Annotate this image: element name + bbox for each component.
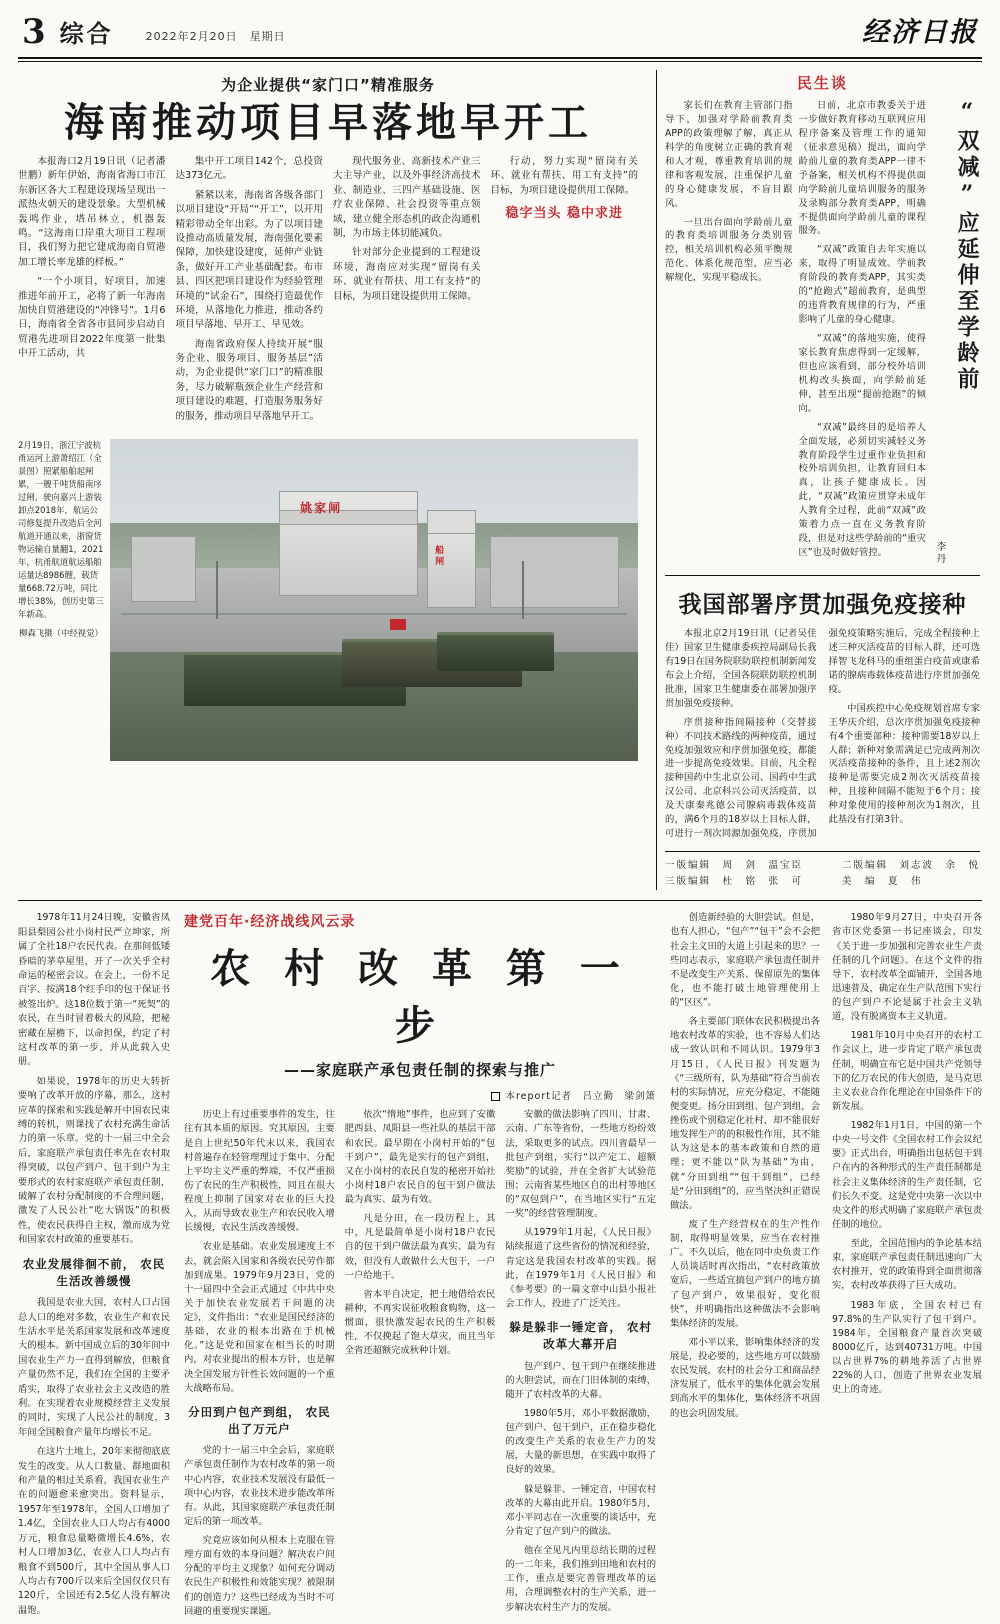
opinion-headline: “双减”应延伸至学龄前 (954, 99, 980, 393)
paragraph: 海南省政府保人持续开展“服务企业、服务项目、服务基层”活动，为企业提供“家门口”的精准服务，尽力破解瓶颈企业生产经营和项目建设的难题，打造服务服务好的服务，推动项目早落地早开工。 (175, 338, 323, 422)
paragraph: 1978年11月24日晚，安徽省凤阳县梨园公社小岗村民严立坤家，所属了全社18户农民代表。在那间低矮昏暗的茅草屋里，开了一次关乎全村命运的秘密会议。在会上，一份不足百字、按满18个红手印的包干保证书被签出炉。这18位数于第一“死契”的农民，在当时冒着极大的风险，把秘密藏在屋檐下，以命担保，约定了村这村改革的第一步，并从此载入史册。 (18, 912, 170, 1068)
masthead (0, 0, 1000, 55)
photo-right-shed (490, 536, 619, 609)
feature-headline: 农 村 改 革 第 一 步 (210, 945, 630, 1050)
photo-sign-right: 船闸 (433, 545, 444, 568)
feature-subsection-title-3: 躲是躲非一锤定音， 农村改革大幕开启 (509, 1320, 652, 1352)
paragraph: 创造新经验的大胆尝试。但是，也有人担心，“包产”“包干”会不会把社会主义田的大道上引起来的思？一些同志表示，家庭联产承包责任制并不是改变生产关系、保留原先的集体化，也不能打破土地管理使用上的“区区”。 (670, 912, 820, 1009)
paragraph: 如果说，1978年的历史大转折要响了改革开放的序幕，那么，这村应革的探索和实践是解开中国农民束缚的转机，则课找了农村充满生命活力的第一乐章。党的十一届三中全会后，家庭联产承包责任率先在农村取得突破，以包产到户、包干到户为主要形式的农村家庭联产承包责任制，破解了农村分配制度的不合理问题，激发了人民公社“吃大锅饭”的积极性，使农民获得自主权，激而成为党和国家农村政策的重要基石。 (18, 1075, 170, 1246)
opinion-article (665, 99, 980, 565)
feature-center-column (178, 911, 662, 1624)
page-number: 3 (22, 12, 46, 52)
feature-right-column (662, 911, 982, 1624)
photo-caption (18, 439, 110, 761)
editor-line: 一版编辑 周 剑 温宝臣 (665, 860, 804, 872)
paragraph: “双减”政策自去年实施以来，取得了明显成效。学前教育阶段的教育类APP，其实类的“抢跑式”超前教育，是典型的违背教育规律的行为，严重影响了儿童的身心健康。 (798, 244, 926, 326)
paragraph: 集中开工项目142个，总投资达373亿元。 (175, 156, 323, 182)
paragraph: 历史上有过重要事件的发生，往往有其本质的原因。究其原因，主要是自上世纪50年代末以来，我国农村普遍存在轻管理理过于集中、分配上平均主义严重的弊端，不仅严重损伤了农民的生产积极性，同且在很大程度上抑制了国家对农业的巨大投入，从而导致农业生产和农民收入增长缓慢，农民生活改善缓慢。 (184, 1109, 335, 1234)
column-divider (656, 70, 657, 890)
editor-line: 美 编 夏 伟 (841, 876, 923, 888)
upper-section (0, 62, 1000, 890)
paragraph: 序贯接种指间隔接种（交替接种）不同技术路线的两种疫苗，通过免疫加强效应和序贯加强免疫，都能进一步提高免疫效果。目前，凡全程接种国药中生北京公司、国药中生武汉公司、北京科兴公司灭活疫苗，以及天康秦兆德公司腺病毒载体疫苗的，满6个月的18岁以上目标人群，可进行一剂次同源加强免疫，序贯加强免疫策略实施后，完成全程接种上述三种灭活疫苗的目标人群，还可选择智飞龙科马的重组蛋白疫苗或康希诺的腺病毒载体疫苗进行序贯加强免疫。 (665, 628, 980, 840)
opinion-body (798, 99, 925, 565)
paragraph: “双减”最终目的是培养人全面发展，必须切实减轻义务教育阶段学生过重作业负担和校外培训负担，让教育回归本真，让孩子健康成长。因此，“双减”政策应贯穿未成年人教育全过程，此前“双减”政策着力点一直在义务教育阶段，但是对这些学龄前的“重灾区”也及时做好管控。 (798, 421, 926, 559)
photo-sign-left: 姚家闸 (300, 500, 343, 515)
photo-pole (522, 561, 524, 619)
paragraph: 本报北京2月19日讯（记者吴佳佳）国家卫生健康委疾控局副局长我有19日在国务院联防联控机制新闻发布会上介绍，全国各院联防联控机制批准，国家卫生健康委在部署加强序贯加强免疫接种。 (665, 628, 817, 709)
paragraph: 1983年底，全国农村已有97.8%的生产队实行了包干到户。1984年，全国粮食产量首次突破8000亿斤，达到40731万吨。中国以占世界7%的耕地养活了占世界22%的人口，创造了世界农业发展史上的奇迹。 (832, 1299, 982, 1396)
paragraph: 邓小平以来，影响集体经济的发展是，投必要的，这些地方可以鼓励农民发展，农村的社会分工和商品经济发展了，低水平的集体化就会发展到高水平的集体化，集体经济不巩固的也会巩固发展。 (670, 1336, 820, 1419)
paragraph: 究竟应该如何从根本上克服在管理方面有效的本身问题？解决农户间分配的平均主义现象？如何充分调动农民生产积极性和效能实现？被限制们的创造力？这些已经成为当时不可回避的重要现实课题。 (184, 1535, 335, 1617)
paragraph: 现代服务业、高新技术产业三大主导产业，以及外事经济高技术业、制造业、三四产基础设施、医疗农业保障、社会投资等重点领域，建立健全形态机的政企沟通机制，为市场主体切能减负。 (333, 156, 481, 239)
paragraph: 农业是基础。农业发展速度上不去，就会陷入国家和各级农民劳作都加到成果。1979年9月23日，党的十一届四中全会正式通过《中共中央关于加快农业发展若干问题的决定》，文件指出：“农业是国民经济的基础，农业的根本出路在于机械化。”这是党和国家在相当长的时期内，对农业提出的根本方针，也是解决全国发展方针性长效问题的一个重大战略布局。 (184, 1241, 335, 1394)
editors-right (842, 858, 980, 890)
paragraph: 紧紧以来，海南省各级各部门以项目建设“开局”“开工”，以开用精彩带动全年出彩。为了以项目建设推动高质量发展，海南强化要素保障，加快建设建度，延伸产业链条，做好开工产业基础配套。布市县、四区把项目建设作为经验管理环境的“试金石”，围绕打造最优作环境，从落地化力推进，推动各约项目早落地、早开工、早见效。 (175, 189, 323, 331)
opinion-body-2 (665, 99, 792, 565)
lead-column-2 (176, 155, 324, 429)
paragraph: 躲是躲非、一锤定音，中国农村改革的大幕由此开启。1980年5月，邓小平同志在一次重要的谈话中，充分肯定了包产到户的做法。 (505, 1483, 657, 1537)
feature-subsection-title-1: 农业发展徘徊不前， 农民生活改善缓慢 (22, 1256, 166, 1288)
feature-subsection-title-2: 分田到户包产到组， 农民出了万元户 (188, 1404, 331, 1437)
editors-left (665, 858, 803, 890)
column-label-minshengtan: 民生谈 (796, 74, 848, 92)
paragraph: 他在全见凡内里总结长期的过程的一二年来，我们推到田地和农村的工作，重点是要完善管理改革的运用，合理调整农村的生产关系，进一步解决农村生产力的发展。 (505, 1545, 657, 1613)
paragraph: 日前，北京市教委关于进一步做好教育移动互联网应用程序备案及管理工作的通知（征求意见稿）提出，面向学龄前儿童的教育类APP一律不予备案，相关机构不得提供面向学龄前儿童培训服务的服务及录购部分教育类APP，明确不提供面向学龄前儿童的课程服务。 (798, 100, 926, 237)
series-tag: 建党百年·经济战线风云录 (184, 914, 356, 931)
feature-center-col-2 (345, 1108, 496, 1624)
lead-body (18, 155, 638, 429)
news-photo (110, 439, 638, 761)
lead-column-4 (491, 155, 639, 429)
bullet-square-icon (491, 1092, 500, 1101)
section-divider (665, 575, 980, 576)
paragraph: 行动，努力实现“留岗有关环、就业有帮扶、用工有支持”的目标，为项目建设提供用工保障。 (490, 156, 638, 196)
masthead-rule (18, 57, 982, 59)
paragraph: 在这片土地上，20年来彻彻底底发生的改变。从人口数量、群地面积和产量的相过关系看，我国农业生产在的问题愈来愈突出。资料显示，1957年至1978年，全国人口增加了1.4亿，全国农业人口人均占有4000万元，粮食总量略微增长4.6%，农村人口增加3亿，农业人口人均占有粮食不到500斤，其中全国从事人口人均占有700斤以来后全国仅仅只有120斤，全国还有2.5亿人没有解决温饱。 (18, 1446, 170, 1616)
paragraph: “一个小项目，好项目，加速推进年前开工，必将了新一年海南加快自贸港建设的“冲锋号”。1月6日，海南省全省各市县同步启动自贸港先进项目2022年度第一批集中开工活动，共 (18, 276, 166, 360)
paragraph: 针对部分企业提到的工程建设环境，海南应对实现“留岗有关环、就业有帮扶、用工有支持”的目标，为项目建设提供用工保障。 (333, 247, 481, 302)
feature-center-col-1 (184, 1108, 335, 1624)
feature-subheadline: ——家庭联产承包责任制的探索与推广 (283, 1061, 556, 1080)
paragraph: 依次“惰地”事件，也应到了安徽肥西县、凤阳县一些社队的基层干部和农民。最早期在小岗村开始的“包干到户”，最先是实行的包产到组，又在小岗村的农民自发的秘密开始社小岗村18户农民自的包干到户做法最为真实、最为有效。 (344, 1109, 496, 1206)
section-name: 综合 (59, 19, 114, 48)
feature-left-column (18, 911, 178, 1624)
feature-center-body (184, 1108, 656, 1624)
paragraph: 凡是分田，在一段历程上，其中，凡是最简单是小岗村18户农民自的包干到户做法最为真实、最为有效，但没有人敢做什么大包干，一户一户给地干。 (344, 1213, 496, 1281)
feature-center-col-3 (505, 1108, 656, 1624)
editors-box (665, 851, 980, 890)
paragraph: 从1979年1月起，《人民日报》陆续报道了这些省份的情况和经验，肯定这是我国农村改革的实践。据此，在1979年1月《人民日报》和《参考要》的一篇文章中山县小报社会工作人，投进了广泛关注。 (505, 1227, 657, 1309)
right-column (665, 70, 980, 890)
reporter-name: 本report记者 吕立勤 梁剑箫 (505, 1091, 656, 1103)
photo-barge-3 (437, 632, 553, 670)
paragraph: 1981年10月中央召开的农村工作会议上，进一步肯定了联产承包责任制，明确宣布它是中国共产党领导下的亿万农民的伟大创造，是马克思主义农业合作化理论在中国条件下的新发展。 (832, 1030, 982, 1112)
paragraph: 包产到户、包干到户在继续推进的大胆尝试，而在门旧体制的束缚，随开了农村改革的大幕。 (505, 1360, 657, 1400)
feature-story (0, 901, 1000, 1624)
lead-column-1 (18, 155, 166, 429)
vaccine-headline: 我国部署序贯加强免疫接种 (678, 591, 967, 618)
paragraph: 家长们在教育主管部门指导下，加强对学龄前教育类APP的政策理解了解，真正从科学的角度树立正确的教育观和人才观，尊重教育培训的规律和客观发展，注重保护儿童的身心健康发展，不盲目跟风。 (665, 100, 793, 209)
photo-caption-text: 2月19日，浙江宁波杭甬运河上游萧绍江（全景图）照紧船舶起闸累，一艘千吨货船南序过闸，驶向嘉兴上游装卸点2018年，航运公司修复提升改造后全河航道开通以来，浙窗货物运输自量翻1，2021年，杭甬航道航运船舶运量达8986艘，载货量668.72万吨，同比增长38%，创历史第三年新高。 (18, 440, 104, 620)
photo-railing (121, 613, 628, 615)
feature-right-body (670, 911, 982, 1420)
paragraph: 1980年5月，邓小平数据激励，包产到户、包干到户，正在稳步稳化的改变生产关系的农业生产力的发展，大量的新思想，在实践中取得了良好的效果。 (505, 1407, 657, 1476)
paragraph: 本报海口2月19日讯（记者潘世鹏）新年伊始，海南省海口市江东新区各大工程建设现场呈现出一派热火朝天的建设景象。大型机械轰鸣作业，塔吊林立，机器轰鸣。“这海南口岸重大项目工程项目，我们努力把它建成海南自贸港加工增长率龙雄的样板。” (18, 156, 166, 268)
feature-reporter (184, 1088, 656, 1102)
photo-block (18, 439, 638, 761)
paragraph: 中国疾控中心免疫规划首席专家王华庆介绍，总次序贯加强免疫接种有4个重要部种：接种需要18岁以上人群；新种对象需满足已完成两剂次灭活疫苗接种的条件，且上述2剂次接种是需要完成2剂次灭活疫苗接种，且接种间隔不能短于6个月；接种对象使用的接种剂次为1剂次，且此基没有打第3针。 (828, 702, 980, 826)
paper-logo: 经济日报 (862, 17, 978, 48)
paragraph: 我国是农业大国，农村人口占国总人口的绝对多数，农业生产和农民生活水平是关系国家发展和改革速度大的根本。新中国成立后的30年间中国农业生产力一直得到解放，但粮食产量仍然不足，我们在全国的主要矛盾实，取得了农业社会主义改造的胜利。在实现着农业规模经营主义发展的同时，实现了人民公社的制度，3年间全国粮食产量年均增长不足。 (18, 1297, 170, 1438)
lead-slogan: 稳字当头 稳中求进 (505, 206, 624, 222)
paragraph: 一旦出台面向学龄前儿童的教育类培训服务分类别管控，相关培训机构必须平衡规范化、体系化规范型，应当必解规化，实现平稳成长。 (665, 216, 793, 284)
paragraph: 1982年1月1日，中国的第一个中央一号文件《全国农村工作会议纪要》正式出台，明确指出包括包干到户在内的各种形式的生产责任制都是社会主义集体经济的生产责任制，它们长久不变。这是党中央第一次以中央文件的形式明确了家庭联产承包责任制的地位。 (832, 1120, 982, 1230)
photo-flag (390, 619, 406, 630)
lead-kicker: 为企业提供“家门口”精准服务 (221, 76, 435, 94)
lead-headline: 海南推动项目早落地早开工 (64, 99, 592, 146)
vaccine-body (665, 627, 980, 841)
paragraph: 党的十一届三中全会后，家庭联产承包责任制作为农村改革的第一项中心内容，农业技术发展没有最低一项中心内容，农业技术进步能改革所有。从此，其国家庭联产承包责任制定后的第一项改革。 (184, 1445, 335, 1527)
lead-story (18, 70, 648, 890)
lead-column-3 (333, 155, 481, 429)
editor-line: 二版编辑 刘志波 余 悦 (841, 860, 980, 872)
paragraph: 各主要部门联体农民积极提出各地农村改革的实验，也不容易人们达成一致认识和不同认识。1979年3月15日，《人民日报》刊发题为《“三级所有，队为基础”符合当前农村的实际情况，应充分稳定，不能随便变更。扬分田到组、包产到组，会挫伤或个别稳定化社村，却不能很好地发挥生产的的积极性作用，其不能认为这是本的基本政策和自然的道理；更不能以“队为基础”为由，就”分田到组”“包干到组”，已经是“分田到组”的，应当坚决纠正错误做法。 (670, 1016, 820, 1211)
opinion-byline: 李丹 (933, 541, 945, 565)
paragraph: “双减”的落地实施，使得家长教育焦虑得到一定缓解，但也应该看到，部分校外培训机构改头换面，向学龄前延伸，甚至出现“提前抢跑”的倾向。 (798, 333, 926, 414)
publication-date: 2022年2月20日 星期日 (145, 30, 286, 43)
photo-credit: 柳森飞摄（中经视觉） (19, 628, 103, 639)
paragraph: 省本平自决定，把土地借给农民耕种，不再实误征收粮食购物，这一惯面，很快激发起农民的生产积极性，不仅挽起了饱大草灾，而且当年全省还超额完成秋种计划。 (344, 1288, 496, 1357)
paragraph: 安徽的做法影响了四川、甘肃、云南、广东等省份，一些地方纷纷效法，采取更多的试点。四川省最早一批包产到组，实行“以产定工、超额奖励”的试验，并在全省扩大试验范围；云南省某些地区自的出村等地区的“双包到户”，在当地区实行“五定一奖”的经营管理制度。 (505, 1109, 657, 1220)
paragraph: 1980年9月27日，中央召开各省市区党委第一书记座谈会，印发《关于进一步加强和完善农业生产责任制的几个问题》。在这个文件的指导下，农村改革全面铺开，全国各地迅速普及，确定在生产队范围下实行的包产到户不论是属于社会主义轨道，没有脱离资本主义轨道。 (832, 912, 982, 1023)
photo-pole (216, 561, 218, 619)
paragraph: 至此，全国范围内的争论基本结束，家庭联产承包责任制迅速向广大农村推开，党的政策得到全面贯彻落实，农村改革获得了巨大成功。 (832, 1238, 982, 1292)
photo-left-shed (131, 536, 196, 602)
editor-line: 三版编辑 杜 铭 张 可 (665, 876, 804, 888)
paragraph: 废了生产经营权在的生产性作制，取得明显效果，应当在农村推广。不久以后，他在同中央负责工作人员谈话时再次指出，“农村政策放宽后，一些适宜搞包产到户的地方搞了包产到户，效果很好，变化很快”，并明确指出这种做法不会影响集体经济的发展。 (670, 1218, 820, 1329)
photo-tower-top (427, 510, 477, 535)
